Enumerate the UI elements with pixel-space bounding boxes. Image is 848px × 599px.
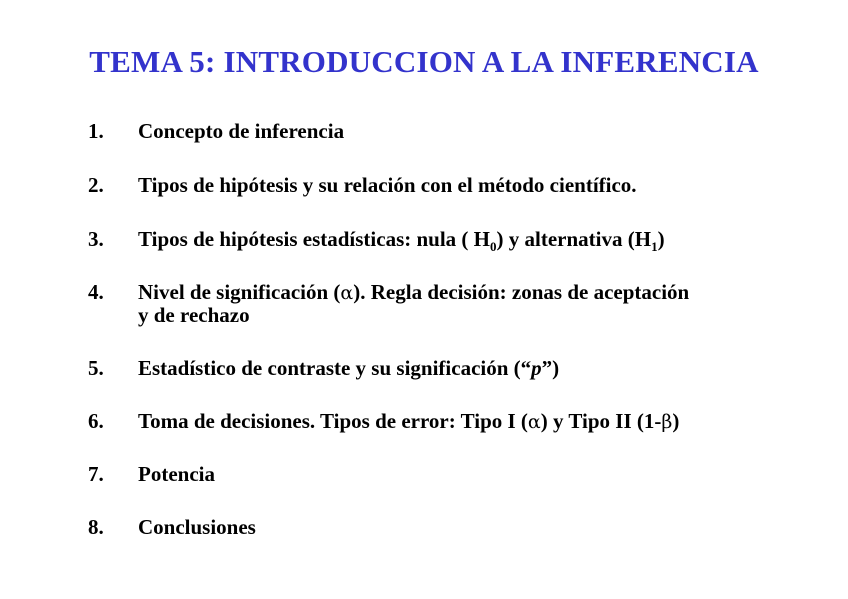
item-text-line2: y de rechazo	[138, 303, 250, 327]
item-text: Tipos de hipótesis y su relación con el método científico.	[138, 173, 637, 197]
item-number: 6.	[88, 409, 104, 433]
alpha-symbol: α	[340, 282, 354, 304]
item-text-part: ) y Tipo II (1-	[540, 409, 662, 433]
item-text-part: ) y alternativa (H	[496, 227, 652, 251]
item-text-part: )	[672, 409, 680, 433]
item-text-part: Estadístico de contraste y su significación (“	[138, 356, 532, 380]
item-text-part: ”)	[541, 356, 560, 380]
item-text: Concepto de inferencia	[138, 119, 345, 143]
item-text-part: Nivel de significación (	[138, 280, 341, 304]
item-number: 8.	[88, 515, 104, 539]
item-text-part: Toma de decisiones. Tipos de error: Tipo I (	[138, 409, 528, 433]
alpha-symbol: α	[527, 411, 541, 433]
item-text: Conclusiones	[138, 515, 256, 539]
item-text	[138, 357, 798, 379]
item-text: Potencia	[138, 462, 215, 486]
item-number: 7.	[88, 462, 104, 486]
item-number: 5.	[88, 356, 104, 380]
item-text-part: ). Regla decisión: zonas de aceptación	[353, 280, 690, 304]
item-text-part: Tipos de hipótesis estadísticas: nula ( H	[138, 227, 491, 251]
item-number: 3.	[88, 227, 104, 251]
item-number: 1.	[88, 119, 104, 143]
item-text-part: )	[657, 227, 665, 251]
item-text	[138, 281, 798, 326]
item-number: 4.	[88, 280, 104, 304]
subscript: 1	[651, 239, 658, 254]
page-title: TEMA 5: INTRODUCCION A LA INFERENCIA	[89, 44, 759, 79]
italic-p: p	[531, 356, 542, 380]
subscript: 0	[490, 239, 497, 254]
item-text	[138, 410, 798, 433]
item-number: 2.	[88, 173, 104, 197]
item-text	[138, 228, 798, 253]
beta-symbol: β	[661, 411, 673, 433]
